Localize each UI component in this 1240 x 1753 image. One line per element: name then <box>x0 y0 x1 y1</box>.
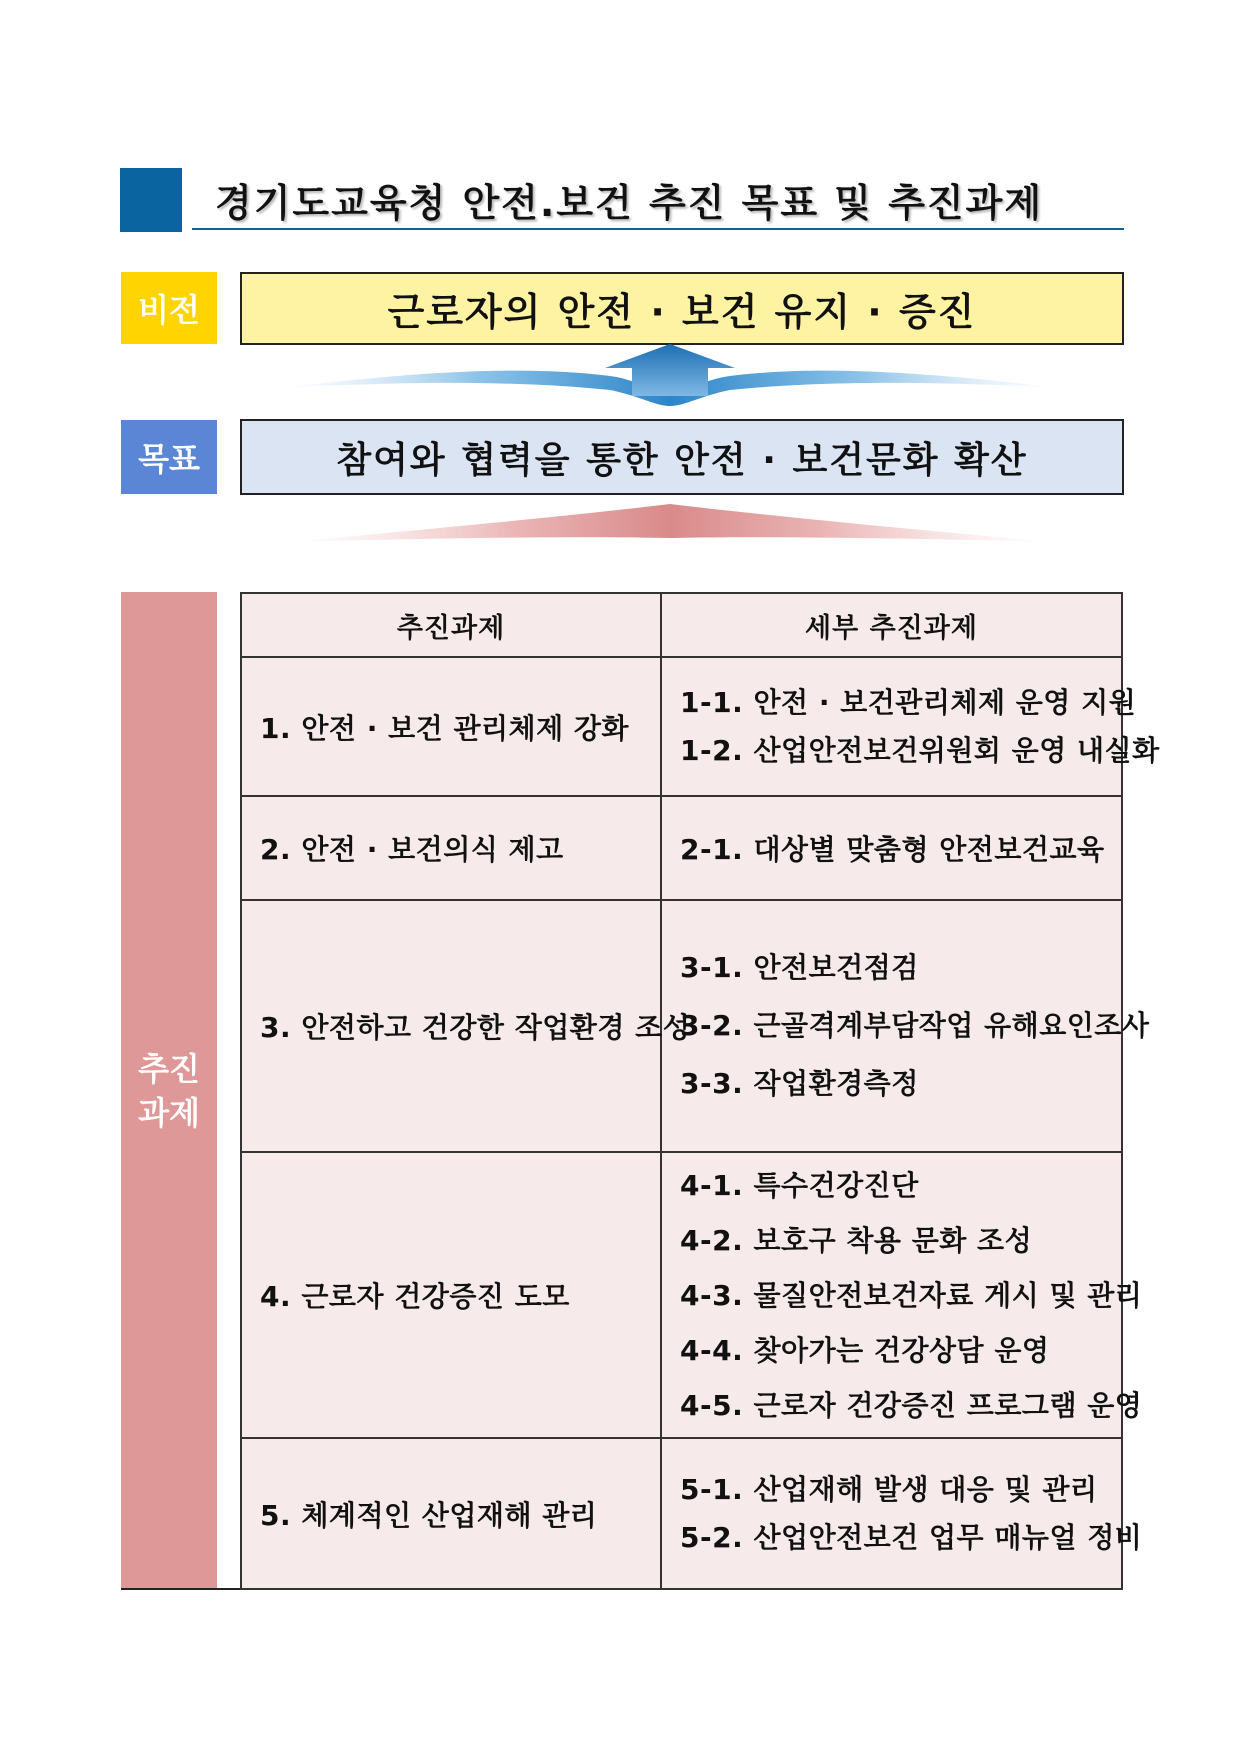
detail-4-5: 4-5. 근로자 건강증진 프로그램 운영 <box>680 1388 1143 1422</box>
task-1: 1. 안전 · 보건 관리체제 강화 <box>241 657 661 796</box>
vision-label: 비전 <box>121 272 217 344</box>
detail-4-1: 4-1. 특수건강진단 <box>680 1168 919 1202</box>
task-4-details <box>661 1152 1143 1438</box>
up-arrow-blue-icon <box>280 340 1060 412</box>
detail-3-1: 3-1. 안전보건점검 <box>680 951 919 984</box>
detail-4-2: 4-2. 보호구 착용 문화 조성 <box>680 1223 1033 1257</box>
tasks-label <box>121 592 217 1590</box>
task-3: 3. 안전하고 건강한 작업환경 조성 <box>241 900 661 1152</box>
vision-box: 근로자의 안전 · 보건 유지 · 증진 <box>240 272 1124 345</box>
detail-2-1: 2-1. 대상별 맞춤형 안전보건교육 <box>680 833 1105 866</box>
task-1-details <box>661 657 1160 796</box>
detail-5-1: 5-1. 산업재해 발생 대응 및 관리 <box>680 1472 1098 1506</box>
goal-label: 목표 <box>121 420 217 494</box>
detail-3-3: 3-3. 작업환경측정 <box>680 1067 919 1100</box>
detail-4-3: 4-3. 물질안전보건자료 게시 및 관리 <box>680 1278 1143 1312</box>
tasks-bottom-rule <box>121 1588 241 1590</box>
tasks-table <box>240 592 1160 1590</box>
table-row <box>241 900 1122 1152</box>
title-underline <box>192 228 1124 230</box>
title-accent-block <box>120 168 182 232</box>
task-3-details <box>661 900 1150 1152</box>
task-2-details <box>661 796 1122 900</box>
table-row <box>241 1152 1122 1438</box>
task-4: 4. 근로자 건강증진 도모 <box>241 1152 661 1438</box>
table-row <box>241 796 1122 900</box>
detail-1-2: 1-2. 산업안전보건위원회 운영 내실화 <box>680 733 1160 767</box>
task-5: 5. 체계적인 산업재해 관리 <box>241 1438 661 1589</box>
header-detail: 세부 추진과제 <box>661 593 1122 657</box>
table-header-row <box>241 593 1122 657</box>
header-task: 추진과제 <box>241 593 661 657</box>
detail-3-2: 3-2. 근골격계부담작업 유해요인조사 <box>680 1009 1150 1042</box>
page-title: 경기도교육청 안전.보건 추진 목표 및 추진과제 <box>215 181 1044 225</box>
table-row <box>241 1438 1122 1589</box>
detail-5-2: 5-2. 산업안전보건 업무 매뉴얼 정비 <box>680 1520 1143 1554</box>
tasks-label-line1: 추진 <box>138 1050 200 1088</box>
detail-4-4: 4-4. 찾아가는 건강상담 운영 <box>680 1333 1050 1367</box>
task-2: 2. 안전 · 보건의식 제고 <box>241 796 661 900</box>
table-row <box>241 657 1122 796</box>
detail-1-1: 1-1. 안전 · 보건관리체제 운영 지원 <box>680 685 1137 719</box>
up-arrow-red-icon <box>280 498 1060 556</box>
goal-box: 참여와 협력을 통한 안전 · 보건문화 확산 <box>240 419 1124 495</box>
tasks-label-line2: 과제 <box>138 1094 200 1132</box>
task-5-details <box>661 1438 1143 1589</box>
